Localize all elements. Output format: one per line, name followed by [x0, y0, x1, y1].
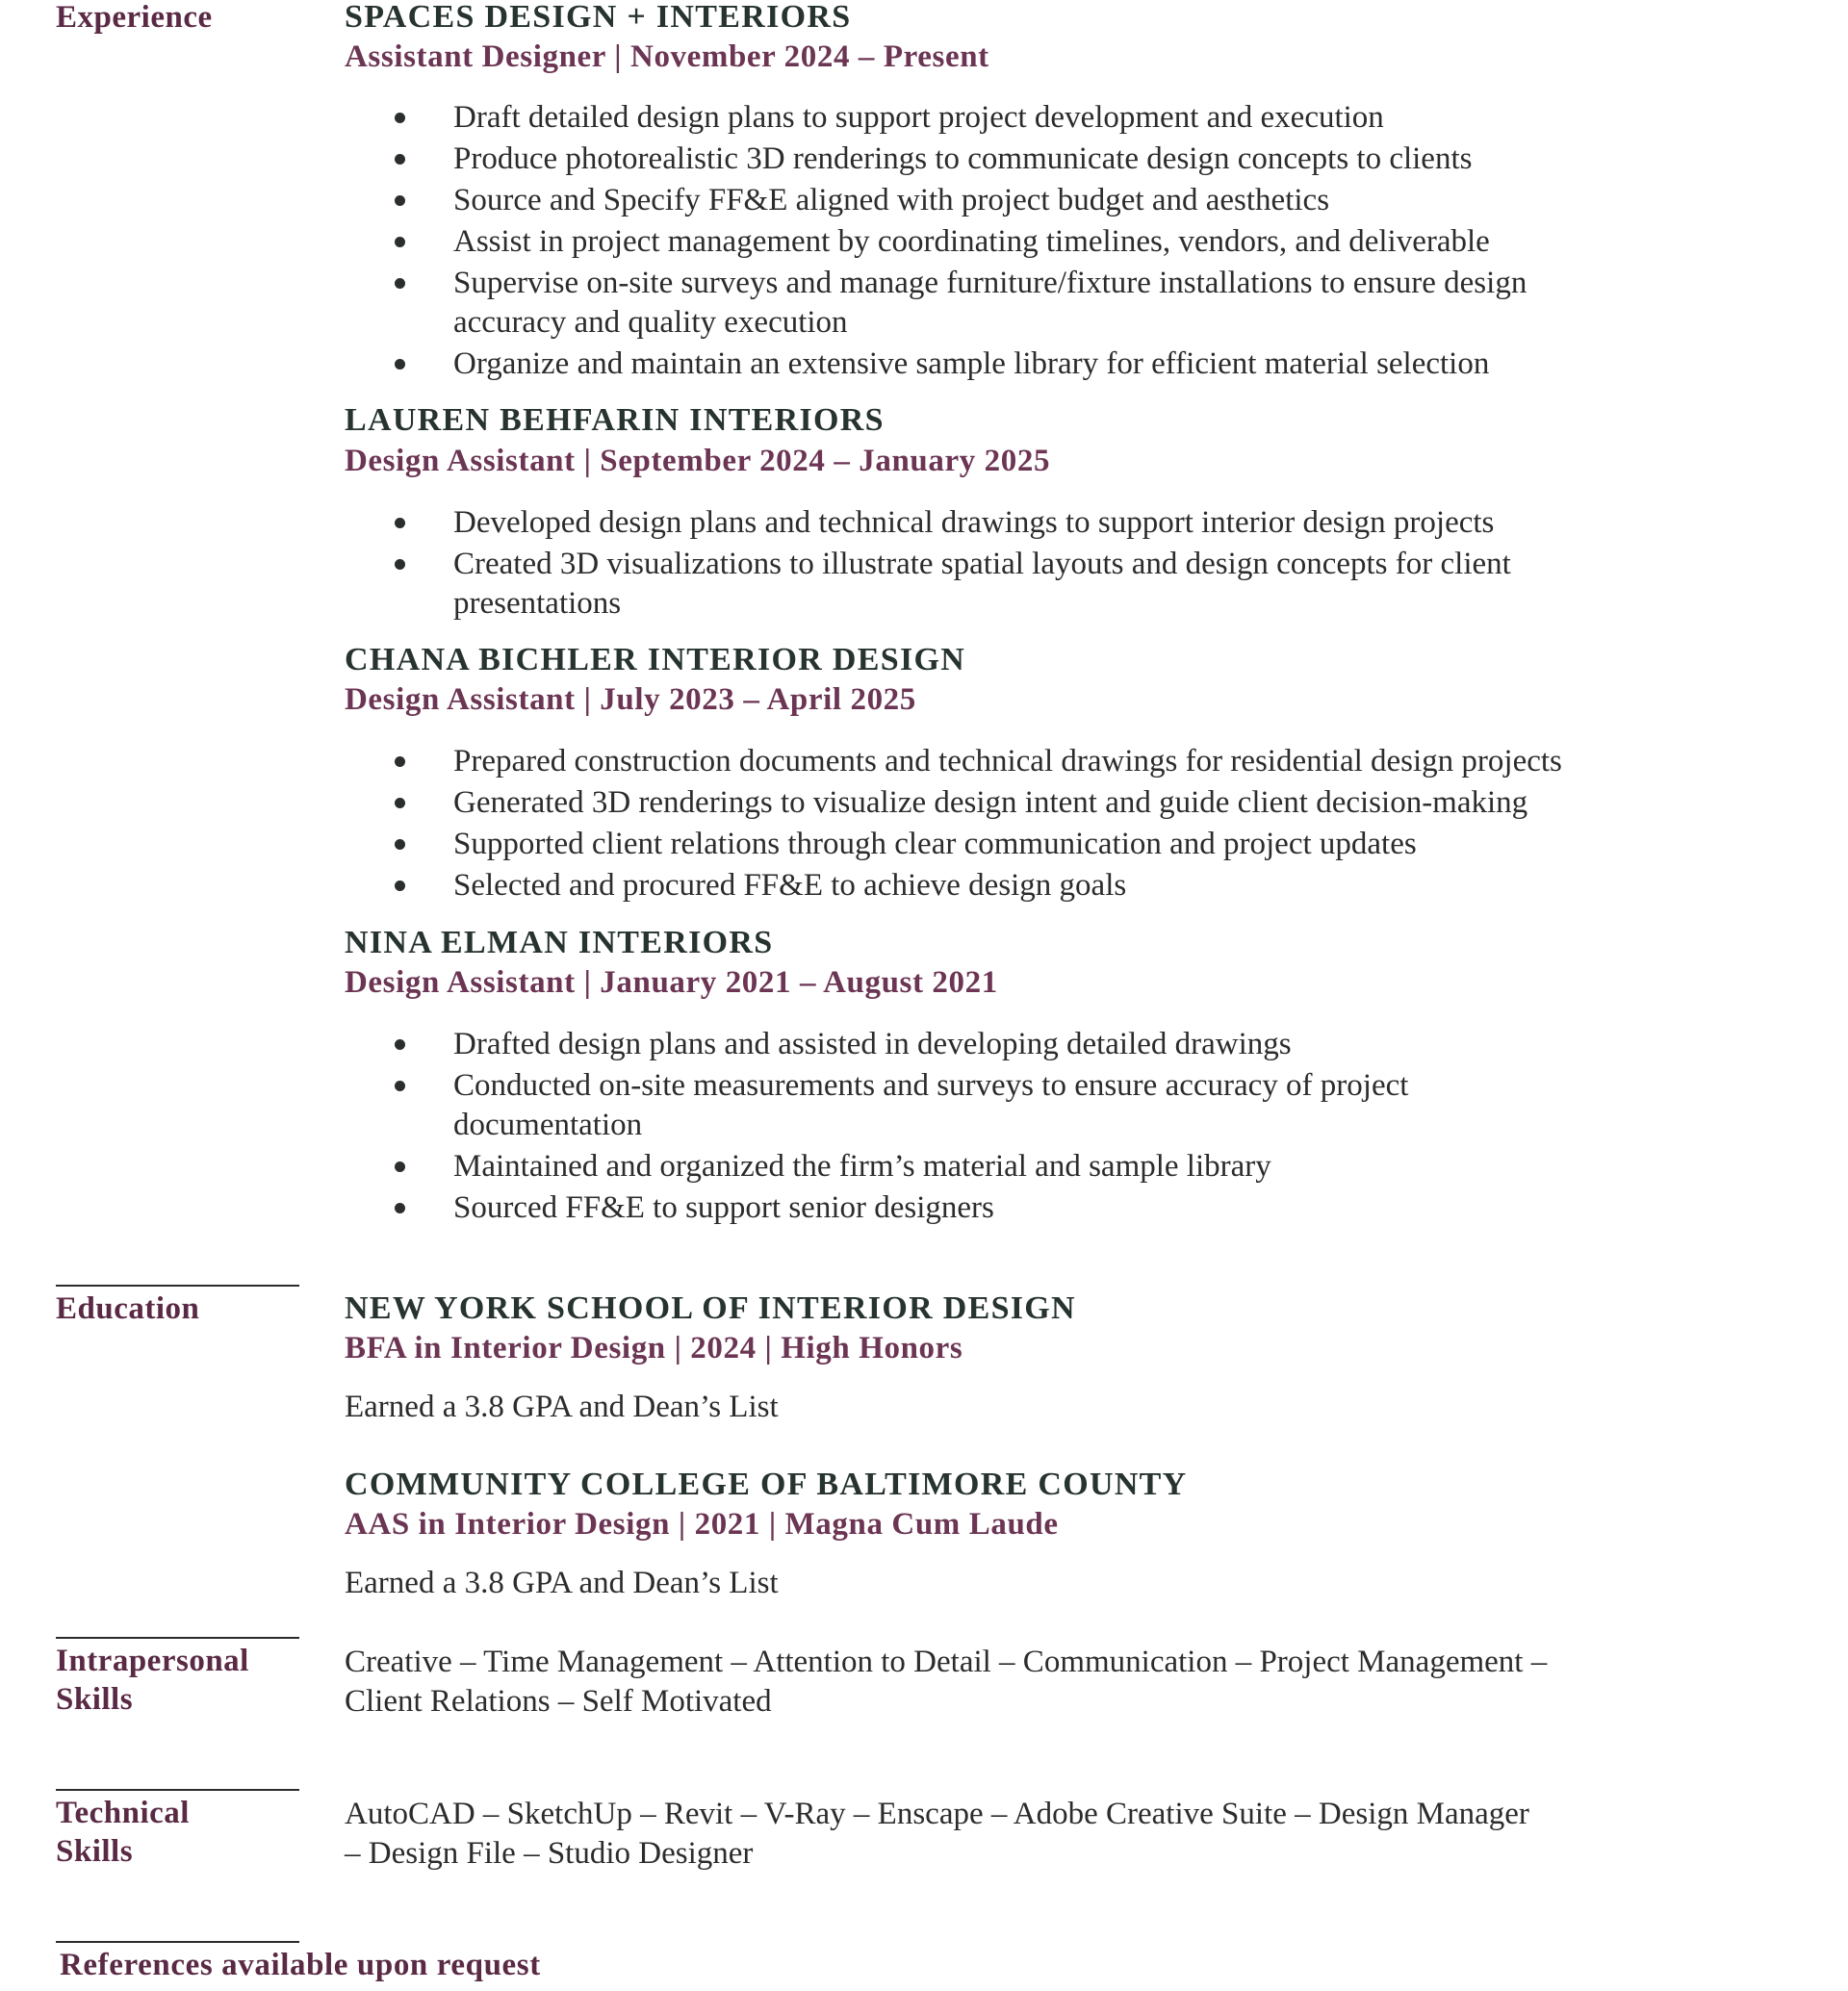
list-item	[345, 742, 1692, 781]
list-item	[345, 181, 1692, 220]
bullet-icon	[395, 881, 405, 891]
section-label-experience: Experience	[56, 0, 213, 35]
section-divider	[56, 1789, 299, 1791]
bullet-text: Prepared construction documents and technical drawings for residential design projects	[453, 744, 1562, 779]
bullet-text: Selected and procured FF&E to achieve design goals	[453, 868, 1127, 903]
bullet-text: Developed design plans and technical drawings to support interior design projects	[453, 505, 1495, 540]
section-label-intrapersonal	[56, 1642, 249, 1719]
school-note: Earned a 3.8 GPA and Dean’s List	[345, 1566, 779, 1600]
list-item	[345, 1188, 1692, 1228]
list-item	[345, 1025, 1692, 1064]
bullet-text: Sourced FF&E to support senior designers	[453, 1190, 994, 1225]
list-item	[345, 345, 1692, 384]
list-item	[345, 825, 1692, 864]
bullet-icon	[395, 359, 405, 370]
list-item	[345, 264, 1692, 343]
school-name: COMMUNITY COLLEGE OF BALTIMORE COUNTY	[345, 1467, 1188, 1502]
job-role: Design Assistant | January 2021 – August 2021	[345, 965, 998, 1000]
job-bullet-list	[345, 98, 1692, 386]
skills-line: Client Relations – Self Motivated	[345, 1684, 772, 1719]
bullet-icon	[395, 195, 405, 206]
list-item	[345, 545, 1692, 624]
section-divider	[56, 1637, 299, 1639]
bullet-text: Produce photorealistic 3D renderings to communicate design concepts to clients	[453, 141, 1473, 176]
school-note: Earned a 3.8 GPA and Dean’s List	[345, 1390, 779, 1424]
job-role: Design Assistant | July 2023 – April 2025	[345, 682, 916, 717]
bullet-icon	[395, 154, 405, 165]
bullet-icon	[395, 839, 405, 850]
job-company: SPACES DESIGN + INTERIORS	[345, 0, 852, 35]
intrapersonal-skills-text	[345, 1643, 1644, 1722]
bullet-text: Created 3D visualizations to illustrate spatial layouts and design concepts for client presentations	[453, 547, 1511, 621]
section-label-line: Intrapersonal	[56, 1644, 249, 1678]
bullet-text: Drafted design plans and assisted in developing detailed drawings	[453, 1027, 1292, 1061]
bullet-icon	[395, 1203, 405, 1213]
bullet-icon	[395, 559, 405, 570]
bullet-icon	[395, 1039, 405, 1050]
bullet-icon	[395, 237, 405, 247]
section-label-line: Technical	[56, 1796, 190, 1830]
bullet-text: Supported client relations through clear communication and project updates	[453, 827, 1417, 861]
bullet-text: Source and Specify FF&E aligned with project budget and aesthetics	[453, 183, 1330, 217]
bullet-text: Draft detailed design plans to support project development and execution	[453, 100, 1384, 135]
section-label-technical	[56, 1794, 190, 1871]
school-degree: BFA in Interior Design | 2024 | High Honors	[345, 1331, 963, 1366]
section-divider	[56, 1941, 299, 1943]
bullet-icon	[395, 1161, 405, 1172]
skills-line: Creative – Time Management – Attention to Detail – Communication – Project Management –	[345, 1645, 1548, 1679]
bullet-text: Assist in project management by coordinating timelines, vendors, and deliverable	[453, 224, 1490, 259]
job-company: CHANA BICHLER INTERIOR DESIGN	[345, 642, 966, 677]
list-item	[345, 1147, 1692, 1187]
school-name: NEW YORK SCHOOL OF INTERIOR DESIGN	[345, 1290, 1076, 1326]
list-item	[345, 503, 1692, 543]
bullet-text: Organize and maintain an extensive sample library for efficient material selection	[453, 346, 1490, 381]
job-bullet-list	[345, 1025, 1692, 1230]
bullet-text: Conducted on-site measurements and surveys to ensure accuracy of project documentation	[453, 1068, 1409, 1142]
bullet-text: Supervise on-site surveys and manage furniture/fixture installations to ensure design accuracy and quality execution	[453, 266, 1527, 340]
job-bullet-list	[345, 742, 1692, 907]
job-company: NINA ELMAN INTERIORS	[345, 925, 774, 960]
section-label-line: Skills	[56, 1834, 134, 1869]
section-divider	[56, 1285, 299, 1287]
job-role: Assistant Designer | November 2024 – Present	[345, 39, 989, 74]
technical-skills-text	[345, 1795, 1644, 1874]
bullet-icon	[395, 756, 405, 767]
list-item	[345, 98, 1692, 138]
section-label-education: Education	[56, 1291, 200, 1326]
list-item	[345, 1066, 1692, 1145]
list-item	[345, 866, 1692, 906]
bullet-icon	[395, 798, 405, 808]
job-company: LAUREN BEHFARIN INTERIORS	[345, 402, 885, 438]
skills-line: AutoCAD – SketchUp – Revit – V-Ray – Enscape – Adobe Creative Suite – Design Manager	[345, 1797, 1529, 1831]
bullet-icon	[395, 113, 405, 123]
job-role: Design Assistant | September 2024 – January 2025	[345, 444, 1051, 478]
job-bullet-list	[345, 503, 1692, 625]
bullet-icon	[395, 518, 405, 528]
list-item	[345, 222, 1692, 262]
section-label-line: Skills	[56, 1682, 134, 1717]
list-item	[345, 783, 1692, 823]
references-note: References available upon request	[60, 1948, 541, 1982]
skills-line: – Design File – Studio Designer	[345, 1836, 754, 1871]
bullet-text: Generated 3D renderings to visualize design intent and guide client decision-making	[453, 785, 1528, 820]
school-degree: AAS in Interior Design | 2021 | Magna Cum Laude	[345, 1507, 1059, 1542]
bullet-icon	[395, 1081, 405, 1091]
bullet-text: Maintained and organized the firm’s material and sample library	[453, 1149, 1271, 1184]
bullet-icon	[395, 278, 405, 289]
list-item	[345, 140, 1692, 179]
